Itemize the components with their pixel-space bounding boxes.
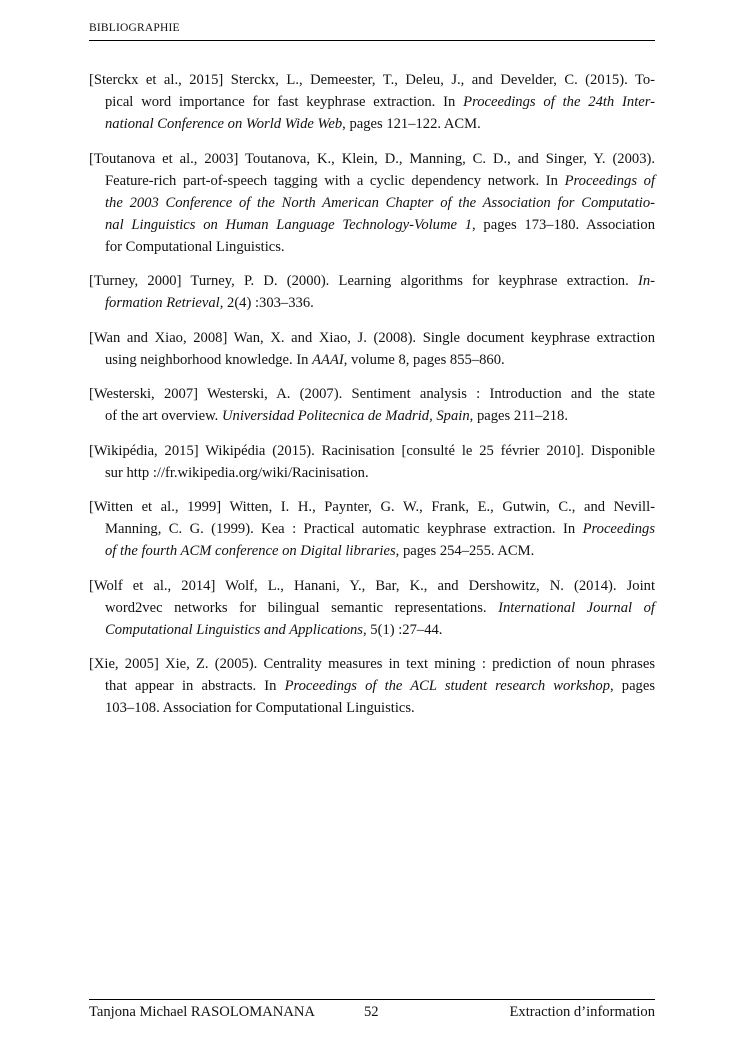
entry-text-italic: formation Retrieval xyxy=(105,295,220,311)
entry-text-italic: AAAI xyxy=(312,351,344,368)
entry-text: , 2(4) :303–336. xyxy=(219,295,314,311)
bibliography-entry xyxy=(89,327,655,371)
entry-text: pical word importance for fast keyphrase extraction. In xyxy=(105,94,464,110)
entry-text: for Computational Linguistics. xyxy=(105,238,285,255)
entry-text-italic: the 2003 Conference of the North American Chapter of the Association for Computatio- xyxy=(105,194,655,211)
entry-line xyxy=(89,405,655,427)
page-number: 52 xyxy=(364,1004,379,1020)
entry-line xyxy=(89,192,655,214)
entry-line xyxy=(89,270,655,292)
bibliography-list xyxy=(89,69,655,732)
entry-text: Manning, C. G. (1999). Kea : Practical automatic keyphrase extraction. In xyxy=(105,521,583,537)
entry-text-italic: Computational Linguistics and Applications xyxy=(105,621,363,638)
entry-line xyxy=(89,462,655,484)
entry-text: , pages 211–218. xyxy=(469,408,568,424)
entry-text: [Wan and Xiao, 2008] Wan, X. and Xiao, J. (2008). Single document keyphrase extraction xyxy=(89,329,655,346)
entry-text: [Wikipédia, 2015] Wikipédia (2015). Racinisation [consulté le 25 février 2010]. Disponible xyxy=(89,442,655,459)
entry-text: , pages 254–255. ACM. xyxy=(395,543,535,559)
bibliography-entry xyxy=(89,383,655,427)
entry-text-italic: Proceedings of the 24th Inter- xyxy=(463,94,655,110)
entry-text: [Turney, 2000] Turney, P. D. (2000). Learning algorithms for keyphrase extraction. xyxy=(89,273,638,289)
entry-text-italic: national Conference on World Wide Web xyxy=(105,116,343,132)
entry-line xyxy=(89,214,655,236)
entry-line xyxy=(89,170,655,192)
entry-line xyxy=(89,575,655,597)
entry-text: , pages 173–180. Association xyxy=(472,216,655,233)
bibliography-entry xyxy=(89,496,655,562)
entry-text: , volume 8, pages 855–860. xyxy=(343,351,505,368)
entry-line xyxy=(89,597,655,619)
entry-text: , pages xyxy=(610,678,655,694)
entry-line xyxy=(89,540,655,562)
entry-text-italic: International Journal of xyxy=(498,599,655,616)
entry-text-italic: of the fourth ACM conference on Digital libraries xyxy=(105,543,396,559)
entry-text-italic: Proceedings xyxy=(582,521,655,537)
entry-line xyxy=(89,69,655,91)
bibliography-entry xyxy=(89,575,655,641)
entry-text: word2vec networks for bilingual semantic representations. xyxy=(105,599,499,616)
bibliography-entry xyxy=(89,270,655,314)
header-rule xyxy=(89,40,655,41)
entry-text: [Wolf et al., 2014] Wolf, L., Hanani, Y., Bar, K., and Dershowitz, N. (2014). Joint xyxy=(89,577,655,594)
entry-text: [Witten et al., 1999] Witten, I. H., Paynter, G. W., Frank, E., Gutwin, C., and Nevill- xyxy=(89,499,655,515)
entry-line xyxy=(89,697,655,719)
entry-line xyxy=(89,675,655,697)
running-header: BIBLIOGRAPHIE xyxy=(89,22,180,34)
entry-line xyxy=(89,496,655,518)
entry-line xyxy=(89,653,655,675)
bibliography-entry xyxy=(89,440,655,484)
entry-line xyxy=(89,327,655,349)
entry-line xyxy=(89,113,655,135)
footer-title: Extraction d’information xyxy=(509,1004,655,1020)
entry-line xyxy=(89,148,655,170)
entry-line xyxy=(89,619,655,641)
entry-line xyxy=(89,383,655,405)
bibliography-entry xyxy=(89,653,655,719)
entry-line xyxy=(89,518,655,540)
entry-text-italic: Proceedings of the ACL student research workshop xyxy=(284,678,610,694)
bibliography-entry xyxy=(89,69,655,135)
footer-rule xyxy=(89,999,655,1000)
entry-line xyxy=(89,91,655,113)
entry-line xyxy=(89,292,655,314)
entry-text: Feature-rich part-of-speech tagging with a cyclic dependency network. In xyxy=(105,172,565,189)
bibliography-entry xyxy=(89,148,655,258)
entry-text: , 5(1) :27–44. xyxy=(362,621,443,638)
entry-text: , pages 121–122. ACM. xyxy=(342,116,481,132)
entry-text: 103–108. Association for Computational Linguistics. xyxy=(105,700,415,716)
entry-text: using neighborhood knowledge. In xyxy=(105,351,313,368)
entry-text: of the art overview. xyxy=(105,408,222,424)
entry-text-italic: Proceedings of xyxy=(564,172,655,189)
entry-text: [Xie, 2005] Xie, Z. (2005). Centrality measures in text mining : prediction of noun phrases xyxy=(89,656,655,672)
entry-text: sur http ://fr.wikipedia.org/wiki/Racinisation. xyxy=(105,464,369,481)
footer-author: Tanjona Michael RASOLOMANANA xyxy=(89,1004,315,1020)
entry-text: that appear in abstracts. In xyxy=(105,678,285,694)
entry-text-italic: Universidad Politecnica de Madrid, Spain xyxy=(221,408,470,424)
entry-line xyxy=(89,236,655,258)
entry-line xyxy=(89,349,655,371)
entry-text-italic: nal Linguistics on Human Language Technology-Volume 1 xyxy=(105,216,473,233)
entry-text: [Westerski, 2007] Westerski, A. (2007). Sentiment analysis : Introduction and the state xyxy=(89,386,655,402)
entry-text: [Toutanova et al., 2003] Toutanova, K., Klein, D., Manning, C. D., and Singer, Y. (2003). xyxy=(89,150,655,167)
entry-text: [Sterckx et al., 2015] Sterckx, L., Demeester, T., Deleu, J., and Develder, C. (2015). To- xyxy=(89,72,655,88)
entry-text-italic: In- xyxy=(637,273,655,289)
entry-line xyxy=(89,440,655,462)
